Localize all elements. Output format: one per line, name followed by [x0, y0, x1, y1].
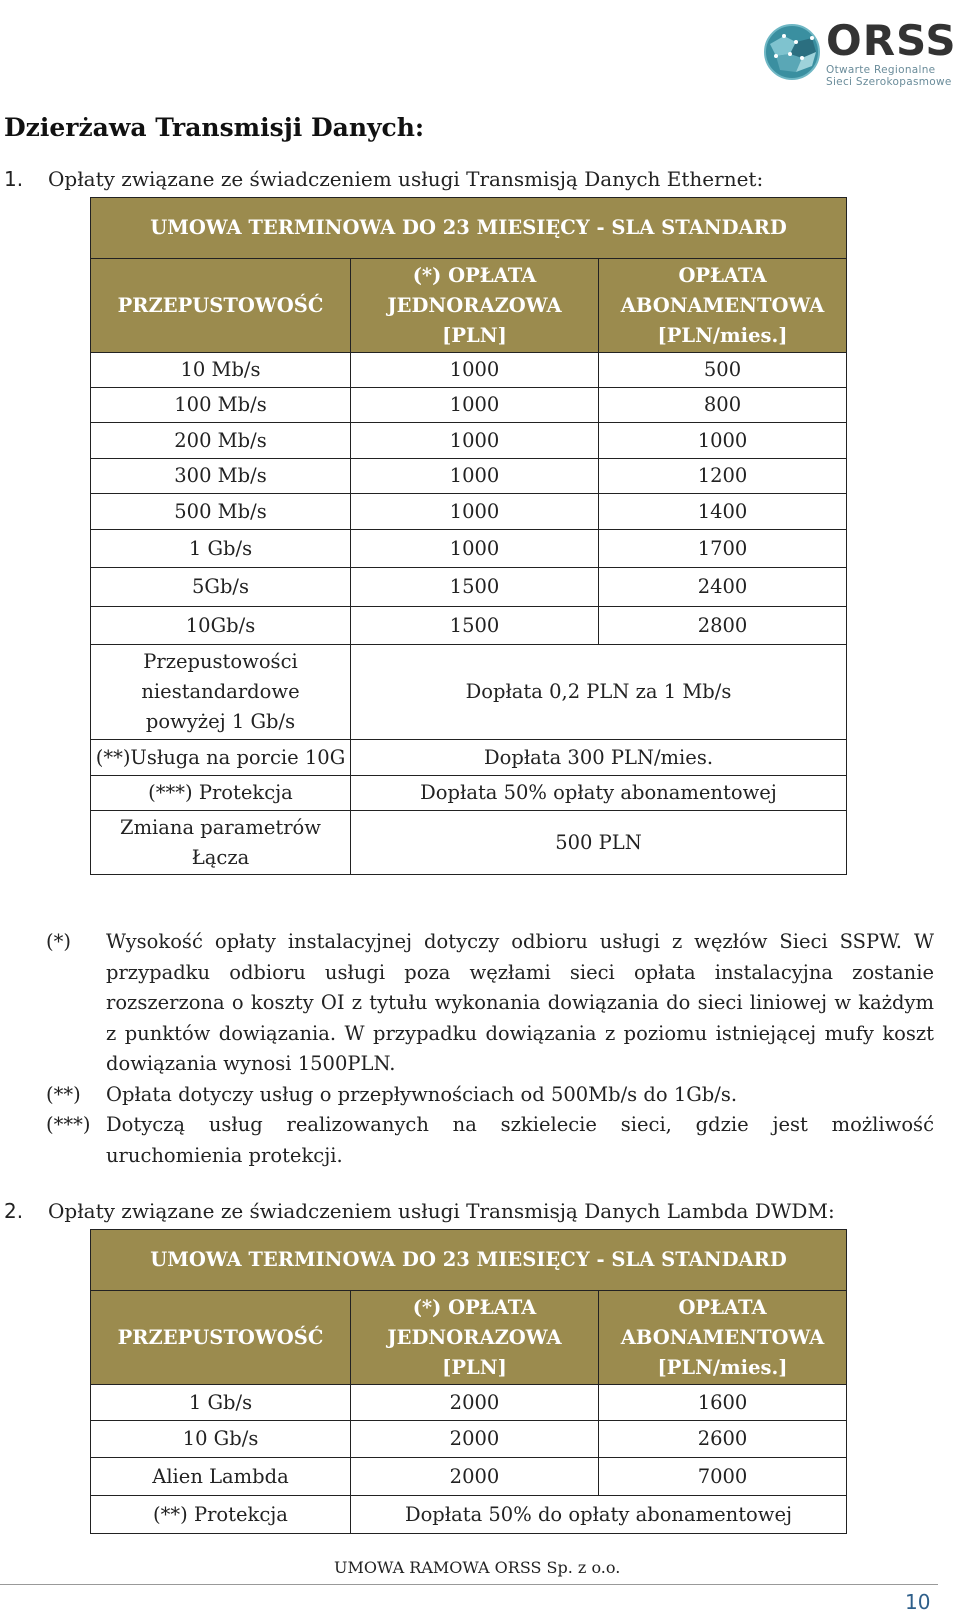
footnote-text: Opłata dotyczy usług o przepływnościach od 500Mb/s do 1Gb/s. [106, 1082, 738, 1106]
table-row: (***) Protekcja Dopłata 50% opłaty abonamentowej [91, 776, 847, 811]
logo-subtitle-1: Otwarte Regionalne [826, 64, 936, 76]
dwdm-price-table [90, 1229, 847, 1534]
col-header-monthly: OPŁATA ABONAMENTOWA [PLN/mies.] [599, 259, 847, 353]
table-row: 1 Gb/s 1000 1700 [91, 530, 847, 568]
section-2-text: Opłaty związane ze świadczeniem usługi Transmisją Danych Lambda DWDM: [48, 1199, 835, 1223]
page-title: Dzierżawa Transmisji Danych: [4, 113, 425, 142]
col-header-throughput: PRZEPUSTOWOŚĆ [91, 259, 351, 353]
logo-name: ORSS [826, 16, 957, 65]
footnote-marker: (**) [46, 1082, 81, 1106]
footnote [46, 1080, 934, 1111]
section-1-number: 1. [4, 167, 24, 191]
footnote [46, 927, 934, 1080]
footnote-marker: (*) [46, 930, 71, 953]
section-2-heading [4, 1199, 835, 1223]
footnotes [46, 927, 934, 1171]
table-row: Zmiana parametrów Łącza 500 PLN [91, 811, 847, 875]
globe-icon [762, 22, 822, 82]
table-row: 5Gb/s 1500 2400 [91, 568, 847, 607]
footnote [46, 1110, 934, 1171]
footnote-text: Wysokość opłaty instalacyjnej dotyczy odbioru usługi z węzłów Sieci SSPW. W przypadku odbioru usługi poza węzłami sieci opłata instalacyjna zostanie rozszerzona o koszty OI z tytułu wykonania dowiązania do sieci liniowej w każdym z punktów dowiązania. W przypadku dowiązania z poziomu istniejącej mufy koszt dowiązania wynosi 1500PLN. [106, 930, 934, 1075]
col-header-one-time: (*) OPŁATA JEDNORAZOWA [PLN] [351, 1291, 599, 1385]
footer-text: UMOWA RAMOWA ORSS Sp. z o.o. [334, 1558, 621, 1577]
table-caption: UMOWA TERMINOWA DO 23 MIESIĘCY - SLA STANDARD [91, 1230, 847, 1291]
orss-logo [762, 16, 957, 88]
section-1-heading [4, 167, 763, 191]
table-row: (**) Protekcja Dopłata 50% do opłaty abonamentowej [91, 1496, 847, 1534]
table-row: 200 Mb/s 1000 1000 [91, 423, 847, 459]
footer-divider [0, 1584, 938, 1585]
col-header-one-time: (*) OPŁATA JEDNORAZOWA [PLN] [351, 259, 599, 353]
table-row: Alien Lambda 2000 7000 [91, 1458, 847, 1496]
ethernet-price-table [90, 197, 847, 875]
col-header-monthly: OPŁATA ABONAMENTOWA [PLN/mies.] [599, 1291, 847, 1385]
table-row: 500 Mb/s 1000 1400 [91, 494, 847, 530]
page-number: 10 [905, 1590, 931, 1614]
table-row: 1 Gb/s 2000 1600 [91, 1385, 847, 1421]
table-row: 10 Mb/s 1000 500 [91, 353, 847, 388]
table-caption: UMOWA TERMINOWA DO 23 MIESIĘCY - SLA STANDARD [91, 198, 847, 259]
table-row: 10Gb/s 1500 2800 [91, 607, 847, 645]
table-row: 10 Gb/s 2000 2600 [91, 1421, 847, 1458]
table-row: Przepustowości niestandardowe powyżej 1 Gb/s Dopłata 0,2 PLN za 1 Mb/s [91, 645, 847, 740]
section-1-text: Opłaty związane ze świadczeniem usługi Transmisją Danych Ethernet: [48, 167, 764, 191]
logo-subtitle-2: Sieci Szerokopasmowe [826, 76, 952, 88]
table-row: 100 Mb/s 1000 800 [91, 388, 847, 423]
footnote-text: Dotyczą usług realizowanych na szkielecie sieci, gdzie jest możliwość uruchomienia protekcji. [106, 1113, 934, 1167]
col-header-throughput: PRZEPUSTOWOŚĆ [91, 1291, 351, 1385]
table-row: (**)Usługa na porcie 10G Dopłata 300 PLN/mies. [91, 740, 847, 776]
table-row: 300 Mb/s 1000 1200 [91, 459, 847, 494]
footnote-marker: (***) [46, 1113, 91, 1136]
section-2-number: 2. [4, 1199, 24, 1223]
